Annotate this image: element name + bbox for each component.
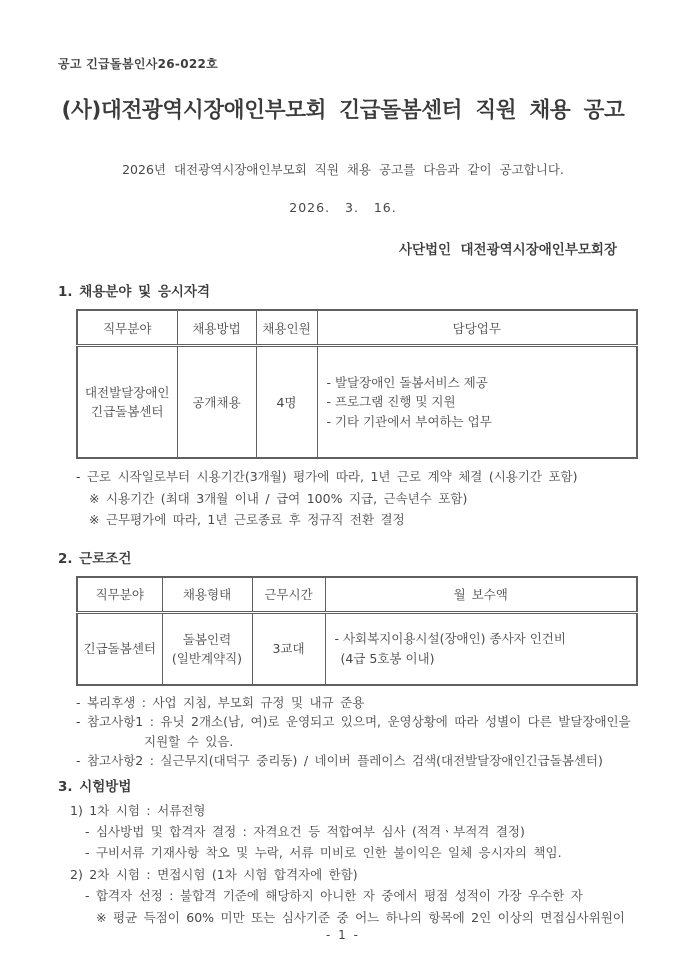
doc-date: 2026. 3. 16. [289, 200, 397, 215]
exam-line: ※ 평균 득점이 60% 미만 또는 심사기준 중 어느 하나의 항목에 2인 이상의 면접심사위원이 [96, 909, 625, 925]
col-header-job-field: 직무분야 [77, 310, 177, 346]
duty-item: - 기타 기관에서 부여하는 업무 [326, 413, 492, 429]
note-line: - 근로 시작일로부터 시용기간(3개월) 평가에 따라, 1년 근로 계약 체결 (시용기간 포함) [76, 469, 578, 484]
section2-notes [76, 693, 637, 771]
employment-type-line2: (일반계약직) [171, 650, 243, 666]
cell-work-hours: 3교대 [252, 612, 325, 685]
page-number: - 1 - [326, 928, 360, 942]
section1-notes [76, 466, 637, 531]
recruitment-table-row [77, 346, 637, 459]
cell-employment-type [162, 612, 252, 685]
doc-title: (사)대전광역시장애인부모회 긴급돌봄센터 직원 채용 공고 [61, 98, 625, 123]
col-header-duties: 담당업무 [317, 310, 637, 346]
col-header-work-hours: 근무시간 [252, 577, 325, 613]
duty-item: - 발달장애인 돌봄서비스 제공 [326, 374, 488, 390]
note-line: ※ 근무평가에 따라, 1년 근로종료 후 정규직 전환 결정 [89, 512, 405, 527]
section1-heading: 1. 채용분야 및 응시자격 [58, 284, 210, 300]
duty-item: - 프로그램 진행 및 지원 [326, 394, 456, 410]
section3-heading: 3. 시험방법 [58, 778, 132, 795]
pay-line1: - 사회복지이용시설(장애인) 종사자 인건비 [334, 631, 566, 646]
job-field-line1: 대전발달장애인 [84, 385, 170, 400]
employment-type-line1: 돌봄인력 [182, 631, 232, 647]
recruitment-table [76, 309, 638, 459]
cell-monthly-pay [325, 612, 637, 685]
intro-text: 2026년 대전광역시장애인부모회 직원 채용 공고를 다음과 같이 공고합니다. [122, 162, 564, 177]
col-header-hiring-method: 채용방법 [177, 310, 256, 346]
signer-line: 사단법인 대전광역시장애인부모회장 [398, 242, 617, 258]
col-header-job-field2: 직무분야 [77, 577, 162, 613]
work-conditions-header-row [77, 577, 637, 613]
col-header-monthly-pay: 월 보수액 [325, 577, 637, 613]
section2-heading: 2. 근로조건 [58, 550, 132, 567]
exam-line: 1) 1차 시험 : 서류전형 [70, 802, 206, 818]
exam-line: - 합격자 선정 : 불합격 기준에 해당하지 아니한 자 중에서 평점 성적이 가장 우수한 자 [85, 888, 583, 904]
cell-job-field2: 긴급돌봄센터 [77, 612, 162, 685]
exam-line: - 구비서류 기재사항 착오 및 누락, 서류 미비로 인한 불이익은 일체 응시자의 책임. [85, 845, 562, 861]
cell-hiring-method: 공개채용 [177, 346, 256, 459]
pay-line2: (4급 5호봉 이내) [340, 650, 435, 666]
note-line-continuation: 지원할 수 있음. [144, 733, 234, 749]
col-header-employment-type: 채용형태 [162, 577, 252, 613]
work-conditions-table [76, 576, 638, 686]
note-line: ※ 시용기간 (최대 3개월 이내 / 급여 100% 지급, 근속년수 포함) [89, 490, 468, 506]
job-field-line2: 긴급돌봄센터 [91, 404, 164, 419]
cell-headcount: 4명 [256, 346, 317, 459]
cell-job-field [77, 346, 177, 459]
note-line: - 복리후생 : 사업 지침, 부모회 규정 및 내규 준용 [76, 694, 365, 710]
work-conditions-row [77, 612, 637, 685]
section3-body [70, 800, 637, 928]
notice-number: 공고 긴급돌봄인사26-022호 [58, 57, 219, 71]
note-line: - 참고사항1 : 유닛 2개소(남, 여)로 운영되고 있으며, 운영상황에 따라 성별이 다른 발달장애인을 [76, 714, 631, 729]
cell-duties [317, 346, 637, 459]
exam-line: - 심사방법 및 합격자 결정 : 자격요건 등 적합여부 심사 (적격ㆍ부적격 결정) [85, 823, 525, 839]
col-header-headcount: 채용인원 [256, 310, 317, 346]
recruitment-table-header-row [77, 310, 637, 346]
exam-line: 2) 2차 시험 : 면접시험 (1차 시험 합격자에 한함) [70, 866, 358, 882]
note-line: - 참고사항2 : 실근무지(대덕구 중리동) / 네이버 플레이스 검색(대전발달장애인긴급돌봄센터) [76, 753, 603, 768]
